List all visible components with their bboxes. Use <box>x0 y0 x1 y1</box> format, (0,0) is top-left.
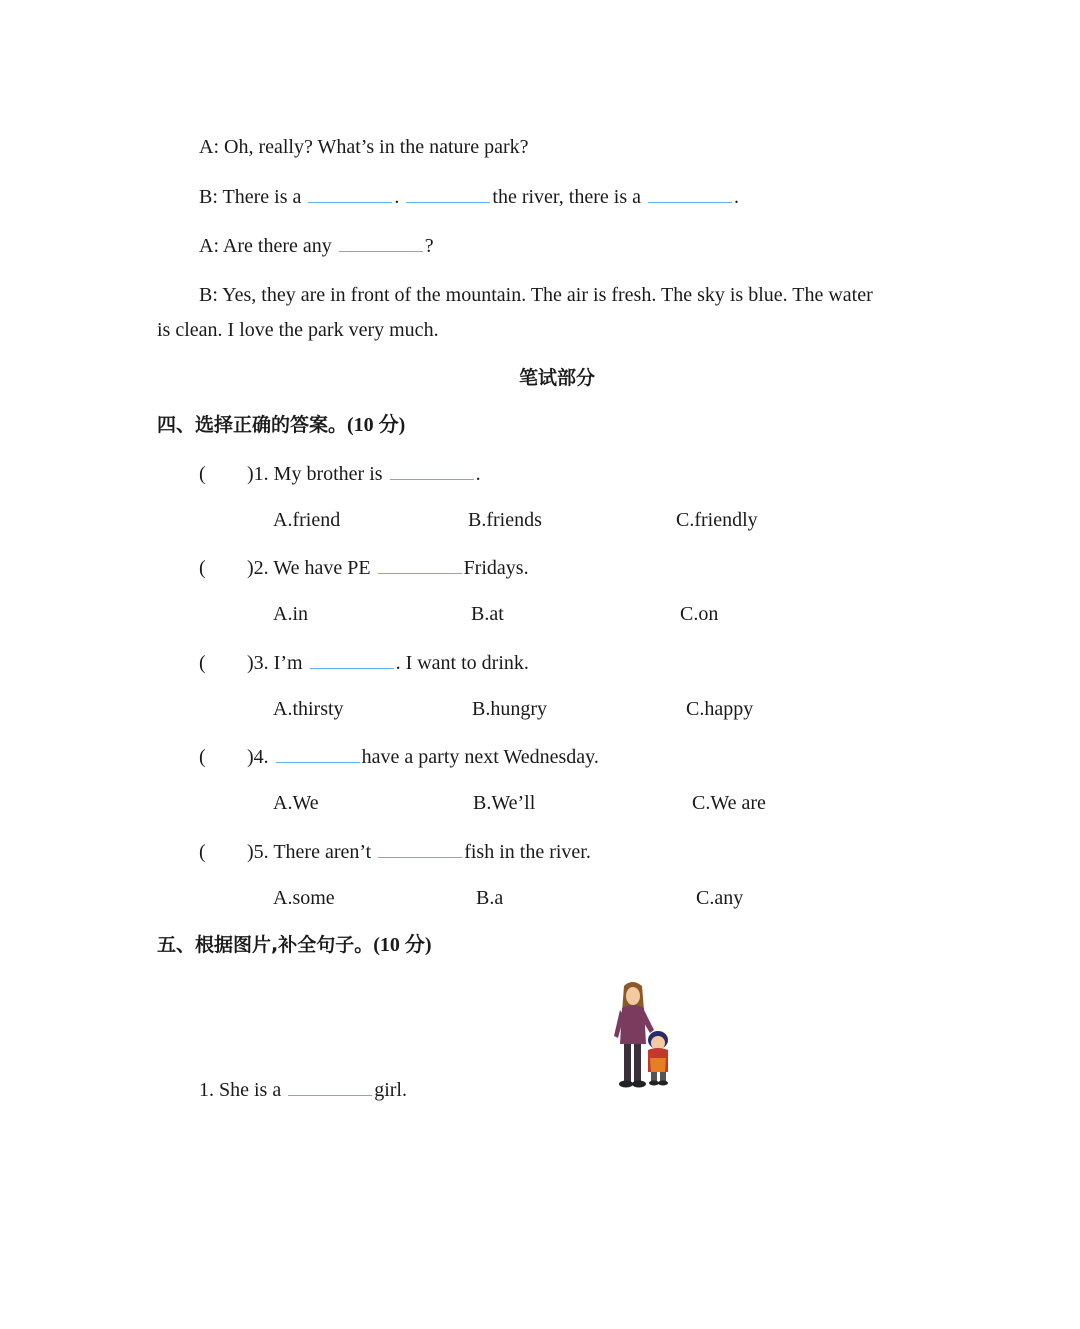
option-a[interactable]: A.friend <box>273 509 341 531</box>
written-section-title: 笔试部分 <box>519 367 596 389</box>
answer-blank[interactable] <box>310 650 394 669</box>
question-text: I’m <box>273 652 303 674</box>
question-text: Fridays. <box>463 557 529 579</box>
answer-blank[interactable] <box>390 461 474 480</box>
answer-blank[interactable] <box>648 184 732 203</box>
section5-item-1 <box>199 1077 407 1102</box>
option-c[interactable]: C.friendly <box>676 509 758 531</box>
answer-paren[interactable]: ( <box>199 652 206 674</box>
speaker-label: A: <box>199 136 219 158</box>
answer-paren[interactable]: ( <box>199 463 206 485</box>
question-text: have a party next Wednesday. <box>361 746 599 768</box>
answer-blank[interactable] <box>308 184 392 203</box>
answer-blank[interactable] <box>378 555 462 574</box>
dialogue-line-1 <box>199 135 529 159</box>
option-c[interactable]: C.We are <box>692 792 766 814</box>
question-text: . <box>475 463 481 485</box>
question-text: My brother is <box>273 463 383 485</box>
question-text: There aren’t <box>273 841 372 863</box>
answer-paren[interactable]: ( <box>199 557 206 579</box>
dialogue-text: There is a <box>222 186 302 208</box>
dialogue-text: Oh, really? What’s in the nature park? <box>224 136 529 158</box>
section4-title: 四、选择正确的答案。 <box>157 414 348 436</box>
dialogue-line-4 <box>199 283 873 307</box>
section5-score: (10 分) <box>373 934 432 956</box>
option-a[interactable]: A.We <box>273 792 319 814</box>
question-number: )1. <box>247 463 269 485</box>
speaker-label: B: <box>199 284 218 306</box>
option-a[interactable]: A.some <box>273 887 335 909</box>
answer-paren[interactable]: ( <box>199 746 206 768</box>
dialogue-line-3 <box>199 233 434 258</box>
section5-heading <box>157 933 432 957</box>
option-c[interactable]: C.any <box>696 887 744 909</box>
question-2 <box>199 555 529 580</box>
dialogue-line-4-continuation <box>157 318 439 342</box>
answer-blank[interactable] <box>339 233 423 252</box>
dialogue-text: Yes, they are in front of the mountain. The air is fresh. The sky is blue. The water <box>222 284 873 306</box>
question-text: fish in the river. <box>464 841 591 863</box>
option-b[interactable]: B.We’ll <box>473 792 536 814</box>
dialogue-text: is clean. I love the park very much. <box>157 319 439 341</box>
question-text: We have PE <box>273 557 371 579</box>
dialogue-text: . <box>394 186 400 208</box>
answer-blank[interactable] <box>276 744 360 763</box>
question-1 <box>199 461 481 486</box>
question-text: . I want to drink. <box>395 652 529 674</box>
question-3 <box>199 650 529 675</box>
answer-paren[interactable]: ( <box>199 841 206 863</box>
question-text: girl. <box>374 1079 407 1101</box>
question-number: )2. <box>247 557 269 579</box>
section4-score: (10 分) <box>347 414 406 436</box>
question-number: )3. <box>247 652 269 674</box>
dialogue-text: the river, there is a <box>492 186 641 208</box>
question-text: 1. She is a <box>199 1079 282 1101</box>
dialogue-text: Are there any <box>222 235 332 257</box>
answer-blank[interactable] <box>406 184 490 203</box>
option-b[interactable]: B.a <box>476 887 504 909</box>
option-a[interactable]: A.thirsty <box>273 698 344 720</box>
question-number: )4. <box>247 746 269 768</box>
dialogue-line-2 <box>199 184 739 209</box>
section5-title: 五、根据图片,补全句子。 <box>157 934 374 956</box>
woman-and-child-illustration <box>610 980 680 1092</box>
dialogue-text: ? <box>424 235 434 257</box>
option-b[interactable]: B.hungry <box>472 698 547 720</box>
option-c[interactable]: C.happy <box>686 698 754 720</box>
question-number: )5. <box>247 841 269 863</box>
answer-blank[interactable] <box>378 839 462 858</box>
dialogue-text: . <box>733 186 739 208</box>
section4-heading <box>157 413 405 437</box>
option-b[interactable]: B.at <box>471 603 504 625</box>
speaker-label: B: <box>199 186 218 208</box>
question-5 <box>199 839 591 864</box>
answer-blank[interactable] <box>288 1077 372 1096</box>
option-b[interactable]: B.friends <box>468 509 542 531</box>
question-4 <box>199 744 599 769</box>
option-a[interactable]: A.in <box>273 603 308 625</box>
speaker-label: A: <box>199 235 219 257</box>
option-c[interactable]: C.on <box>680 603 719 625</box>
